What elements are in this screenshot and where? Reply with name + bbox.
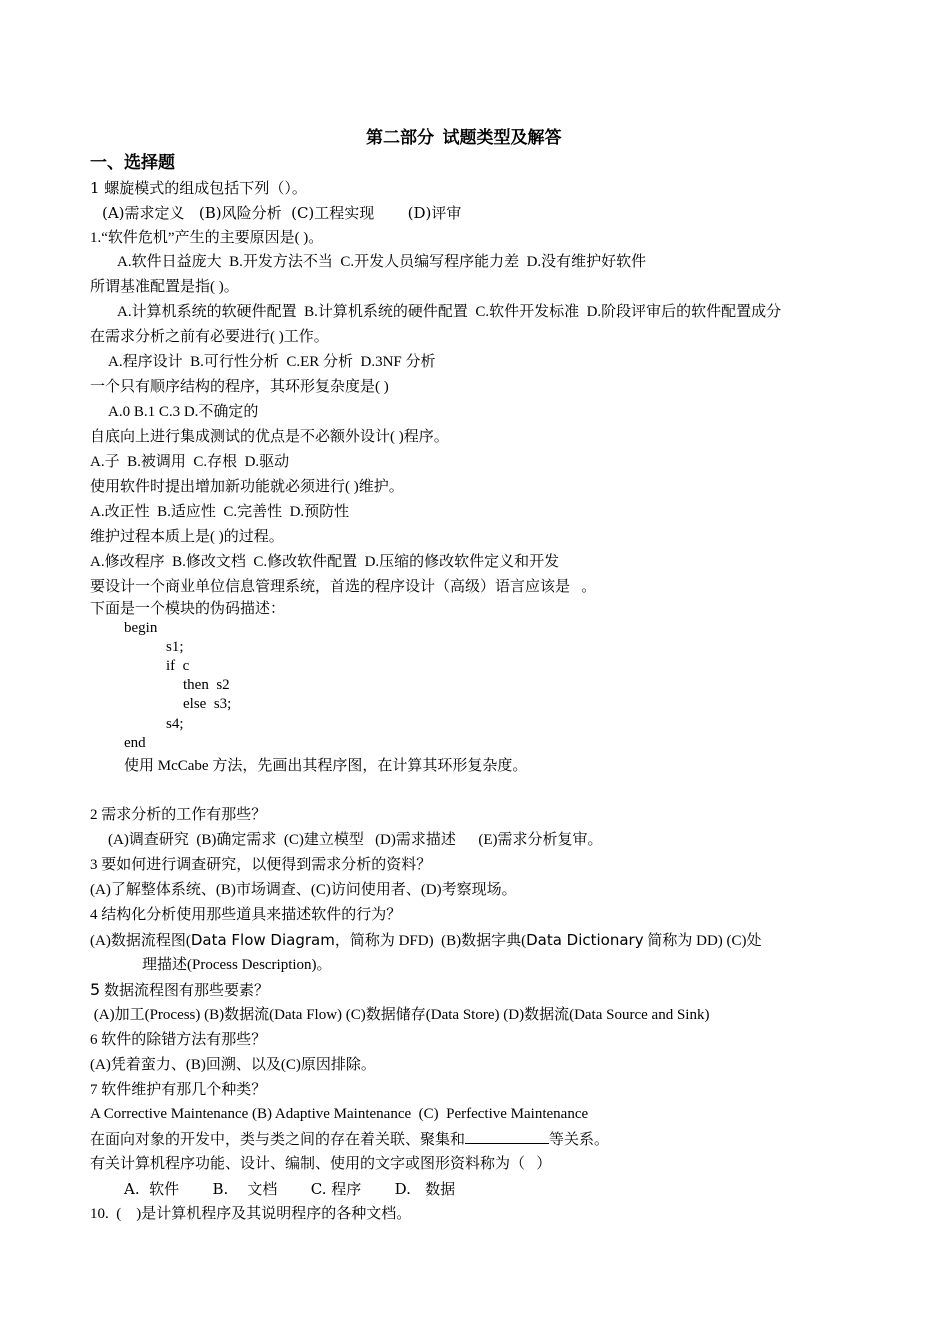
answer-line: (A)了解整体系统、(B)市场调查、(C)访问使用者、(D)考察现场。 [90,882,517,898]
options-line: A.修改程序 B.修改文档 C.修改软件配置 D.压缩的修改软件定义和开发 [90,554,560,570]
question-line: 有关计算机程序功能、设计、编制、使用的文字或图形资料称为（ ） [90,1156,552,1172]
code-line: s4; [166,716,184,732]
answer-part: (A)数据流程图( [90,933,191,949]
question-number: 5 [90,980,101,999]
question-line: 4 结构化分析使用那些道具来描述软件的行为？ [90,907,402,923]
answer-line [90,930,762,951]
question-line: 使用 McCabe 方法，先画出其程序图，在计算其环形复杂度。 [124,758,528,774]
options-line: A.子 B.被调用 C.存根 D.驱动 [90,454,290,470]
code-line: if c [166,658,190,674]
section-heading: 一、选择题 [90,153,175,172]
code-line: end [124,735,146,751]
answer-line: A Corrective Maintenance (B) Adaptive Maintenance (C) Perfective Maintenance [90,1106,589,1122]
question-text: 在面向对象的开发中，类与类之间的存在着关联、聚集和 [90,1132,466,1148]
question-line: 3 要如何进行调查研究，以便得到需求分析的资料？ [90,857,432,873]
question-text: 数据流程图有那些要素？ [100,983,269,999]
code-line: begin [124,620,158,636]
question-line: 使用软件时提出增加新功能就必须进行( )维护。 [90,479,404,495]
options-line: A. 软件 B. 文档 C. 程序 D. 数据 [124,1180,456,1198]
question-line [90,1129,609,1150]
question-line: 下面是一个模块的伪码描述： [90,601,286,617]
answer-part: ，简称为 DFD) (B)数据字典( [334,933,527,949]
answer-part: 简称为 DD) (C)处 [643,933,762,949]
fill-in-blank [465,1129,549,1144]
answer-line: (A)凭着蛮力、(B)回溯、以及(C)原因排除。 [90,1057,376,1073]
question-line: 维护过程本质上是( )的过程。 [90,529,284,545]
code-line: else s3; [183,696,232,712]
page-title: 第二部分 试题类型及解答 [366,128,562,147]
answer-line: (A)加工(Process) (B)数据流(Data Flow) (C)数据储存(Data Store) (D)数据流(Data Source and Sink) [90,1007,710,1023]
options-line: A.程序设计 B.可行性分析 C.ER 分析 D.3NF 分析 [108,354,436,370]
options-line: A.计算机系统的软硬件配置 B.计算机系统的硬件配置 C.软件开发标准 D.阶段评审后的软件配置成分 [117,304,782,320]
question-line: 1 螺旋模式的组成包括下列（）。 [90,179,307,197]
question-line: 在需求分析之前有必要进行( )工作。 [90,329,329,345]
answer-part: Data Flow Diagram [190,931,335,949]
question-line: 自底向上进行集成测试的优点是不必额外设计( )程序。 [90,429,449,445]
options-line: (A)需求定义 (B)风险分析 (C)工程实现 (D)评审 [102,204,462,222]
question-line: 要设计一个商业单位信息管理系统，首选的程序设计（高级）语言应该是 。 [90,579,597,595]
question-line: 1.“软件危机”产生的主要原因是( )。 [90,230,324,246]
question-line: 所谓基准配置是指( )。 [90,279,239,295]
options-line: A.0 B.1 C.3 D.不确定的 [108,404,259,420]
question-line: 2 需求分析的工作有那些？ [90,807,267,823]
code-line: s1; [166,639,184,655]
answer-line: (A)调查研究 (B)确定需求 (C)建立模型 (D)需求描述 (E)需求分析复审。 [108,832,603,848]
question-line: 10. ( )是计算机程序及其说明程序的各种文档。 [90,1206,412,1222]
question-text: 等关系。 [549,1132,610,1148]
answer-line: 理描述(Process Description)。 [142,957,332,973]
code-line: then s2 [183,677,230,693]
question-line [90,980,269,1001]
question-line: 7 软件维护有那几个种类？ [90,1082,267,1098]
options-line: A.改正性 B.适应性 C.完善性 D.预防性 [90,504,350,520]
answer-part: Data Dictionary [526,931,644,949]
question-line: 一个只有顺序结构的程序，其环形复杂度是( ) [90,379,389,395]
question-line: 6 软件的除错方法有那些？ [90,1032,267,1048]
options-line: A.软件日益庞大 B.开发方法不当 C.开发人员编写程序能力差 D.没有维护好软件 [117,254,647,270]
